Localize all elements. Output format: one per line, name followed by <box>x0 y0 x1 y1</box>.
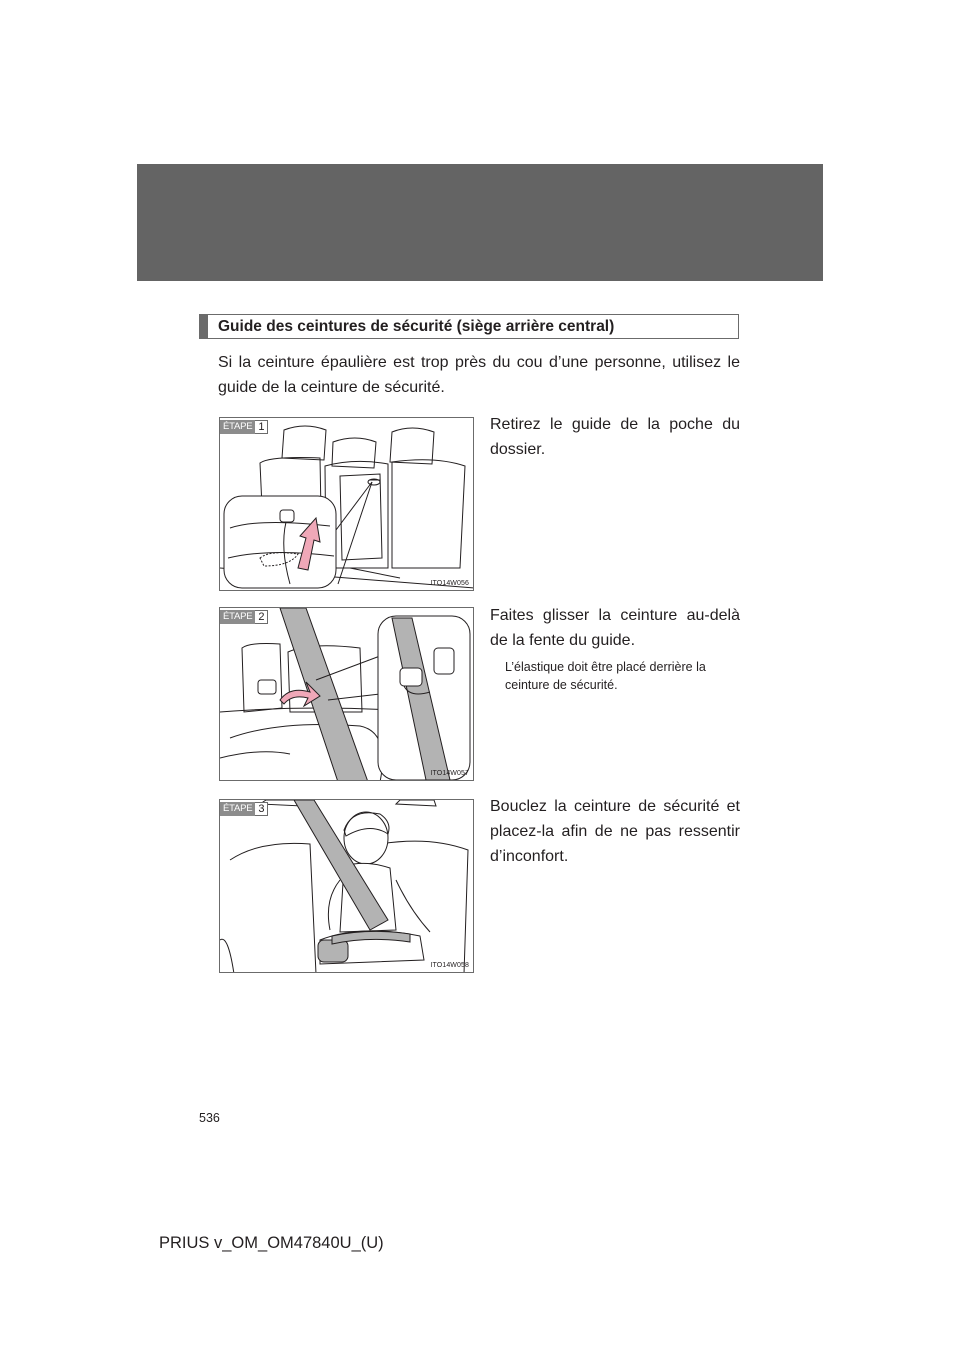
step-1-illustration <box>219 417 474 591</box>
header-banner <box>137 164 823 281</box>
step-badge-number: 2 <box>255 610 268 624</box>
step-2-text: Faites glisser la ceinture au-delà de la fente du guide. <box>490 607 740 649</box>
section-title: Guide des ceintures de sécurité (siège arrière central) <box>218 318 615 335</box>
step-2-badge <box>220 610 268 624</box>
step-1-badge <box>220 420 268 434</box>
step-3-text: Bouclez la ceinture de sécurité et placez-la afin de ne pas ressentir d’inconfort. <box>490 798 740 865</box>
document-code: PRIUS v_OM_OM47840U_(U) <box>159 1234 384 1252</box>
page-number: 536 <box>199 1111 220 1125</box>
step-badge-number: 1 <box>255 420 268 434</box>
section-header <box>199 314 739 339</box>
figure-code: ITO14W057 <box>430 770 469 777</box>
step-badge-word: ÉTAPE <box>220 802 255 816</box>
step-1-text: Retirez le guide de la poche du dossier. <box>490 416 740 458</box>
step-3-illustration <box>219 799 474 973</box>
step-3-badge <box>220 802 268 816</box>
step-2-note: L’élastique doit être placé derrière la ceinture de sécurité. <box>505 660 706 692</box>
step-badge-word: ÉTAPE <box>220 420 255 434</box>
step-badge-number: 3 <box>255 802 268 816</box>
section-header-bar <box>200 315 208 338</box>
figure-code: ITO14W058 <box>430 962 469 969</box>
figure-code: ITO14W056 <box>430 580 469 587</box>
step-badge-word: ÉTAPE <box>220 610 255 624</box>
step-2-illustration <box>219 607 474 781</box>
intro-paragraph: Si la ceinture épaulière est trop près du cou d’une personne, utilisez le guide de la ceinture de sécurité. <box>218 354 740 396</box>
